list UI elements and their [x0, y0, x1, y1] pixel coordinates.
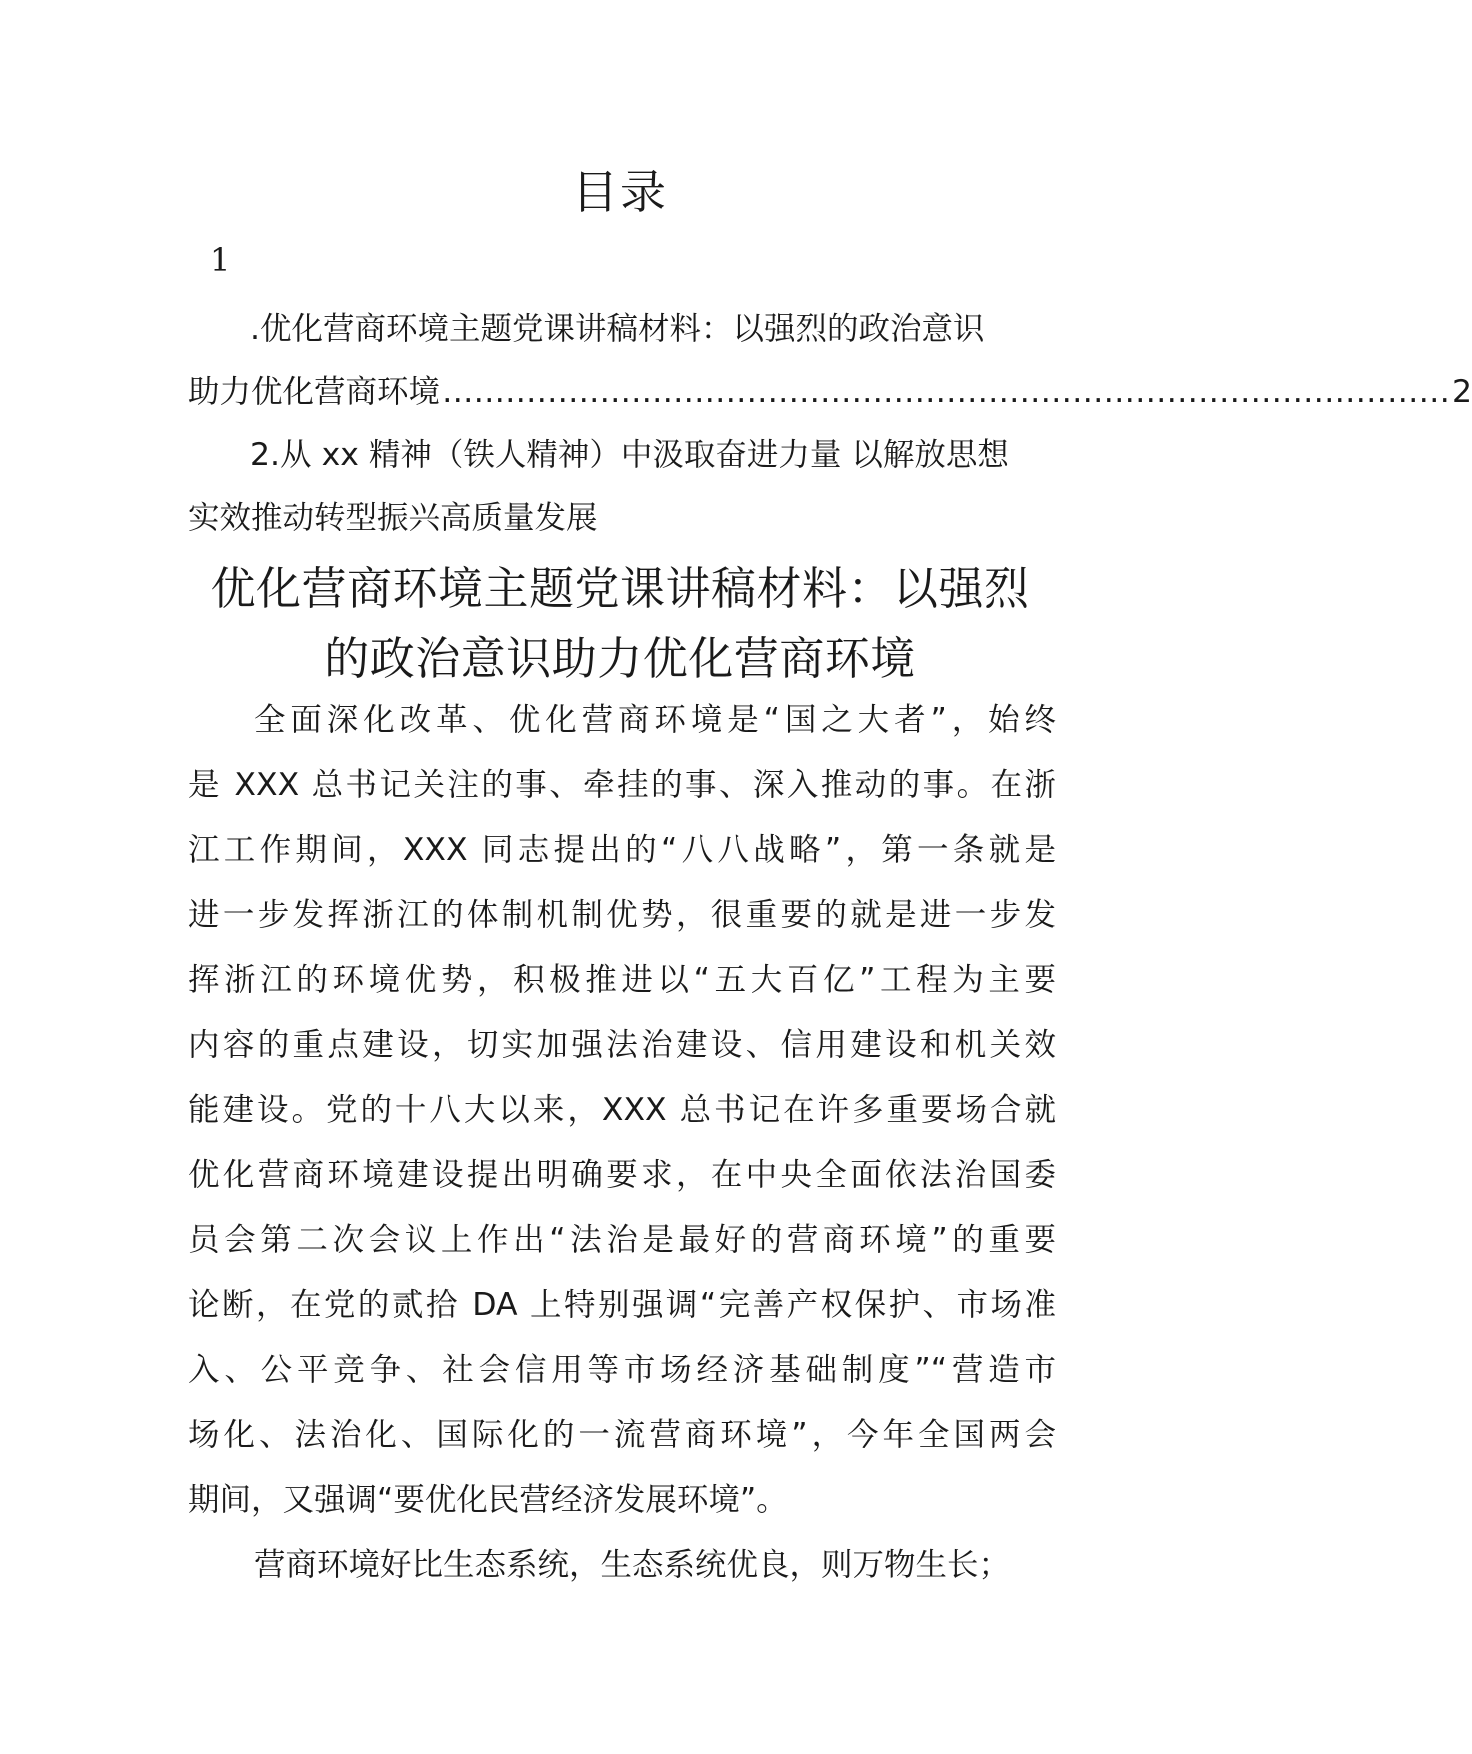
paragraph-1-line: 员会第二次会议上作出“法治是最好的营商环境”的重要: [188, 1222, 1056, 1258]
paragraph-2-line: 营商环境好比生态系统，生态系统优良，则万物生长；: [254, 1547, 1011, 1583]
paragraph-1-line: 进一步发挥浙江的体制机制优势，很重要的就是进一步发: [188, 897, 1056, 933]
article-body: [188, 688, 1056, 1598]
toc-list-number: 1: [210, 241, 231, 279]
toc-dot-leader: ……………………………………………………………………………………: [442, 374, 1451, 410]
toc-entry-1-text: 助力优化营商环境: [188, 374, 441, 410]
article-title-line-2: 的政治意识助力优化营商环境: [324, 632, 916, 685]
paragraph-1-line: 内容的重点建设，切实加强法治建设、信用建设和机关效: [188, 1027, 1056, 1063]
paragraph-1-line: 挥浙江的环境优势，积极推进以“五大百亿”工程为主要: [188, 962, 1056, 998]
paragraph-1-line: 入、公平竞争、社会信用等市场经济基础制度”“营造市: [188, 1352, 1056, 1388]
toc-entry-2-line-2: 实效推动转型振兴高质量发展: [188, 500, 598, 536]
article-title-line-1: 优化营商环境主题党课讲稿材料：以强烈: [210, 562, 1030, 615]
toc-entry-1-line-2: [188, 361, 1472, 424]
paragraph-1-line: 论断，在党的贰拾 DA 上特别强调“完善产权保护、市场准: [188, 1287, 1056, 1323]
paragraph-1-line: 江工作期间，XXX 同志提出的“八八战略”，第一条就是: [188, 832, 1056, 868]
paragraph-1-line: 全面深化改革、优化营商环境是“国之大者”，始终: [254, 702, 1056, 738]
paragraph-1-line: 期间，又强调“要优化民营经济发展环境”。: [188, 1482, 788, 1518]
paragraph-1-line: 场化、法治化、国际化的一流营商环境”，今年全国两会: [188, 1417, 1056, 1453]
toc-entry-1[interactable]: [188, 298, 1472, 424]
toc-entry-2[interactable]: [188, 424, 1056, 550]
paragraph-1-line: 能建设。党的十八大以来，XXX 总书记在许多重要场合就: [188, 1092, 1056, 1128]
toc-entry-2-line-1: 2.从 xx 精神（铁人精神）中汲取奋进力量 以解放思想: [250, 437, 1009, 473]
paragraph-1-line: 是 XXX 总书记关注的事、牵挂的事、深入推动的事。在浙: [188, 767, 1056, 803]
paragraph-1-line: 优化营商环境建设提出明确要求，在中央全面依法治国委: [188, 1157, 1056, 1193]
toc-entry-1-line-1: .优化营商环境主题党课讲稿材料：以强烈的政治意识: [250, 311, 985, 347]
toc-title: 目录: [572, 165, 668, 219]
toc-entry-1-page-number: 2: [1452, 374, 1472, 410]
article-title: [150, 554, 1090, 694]
